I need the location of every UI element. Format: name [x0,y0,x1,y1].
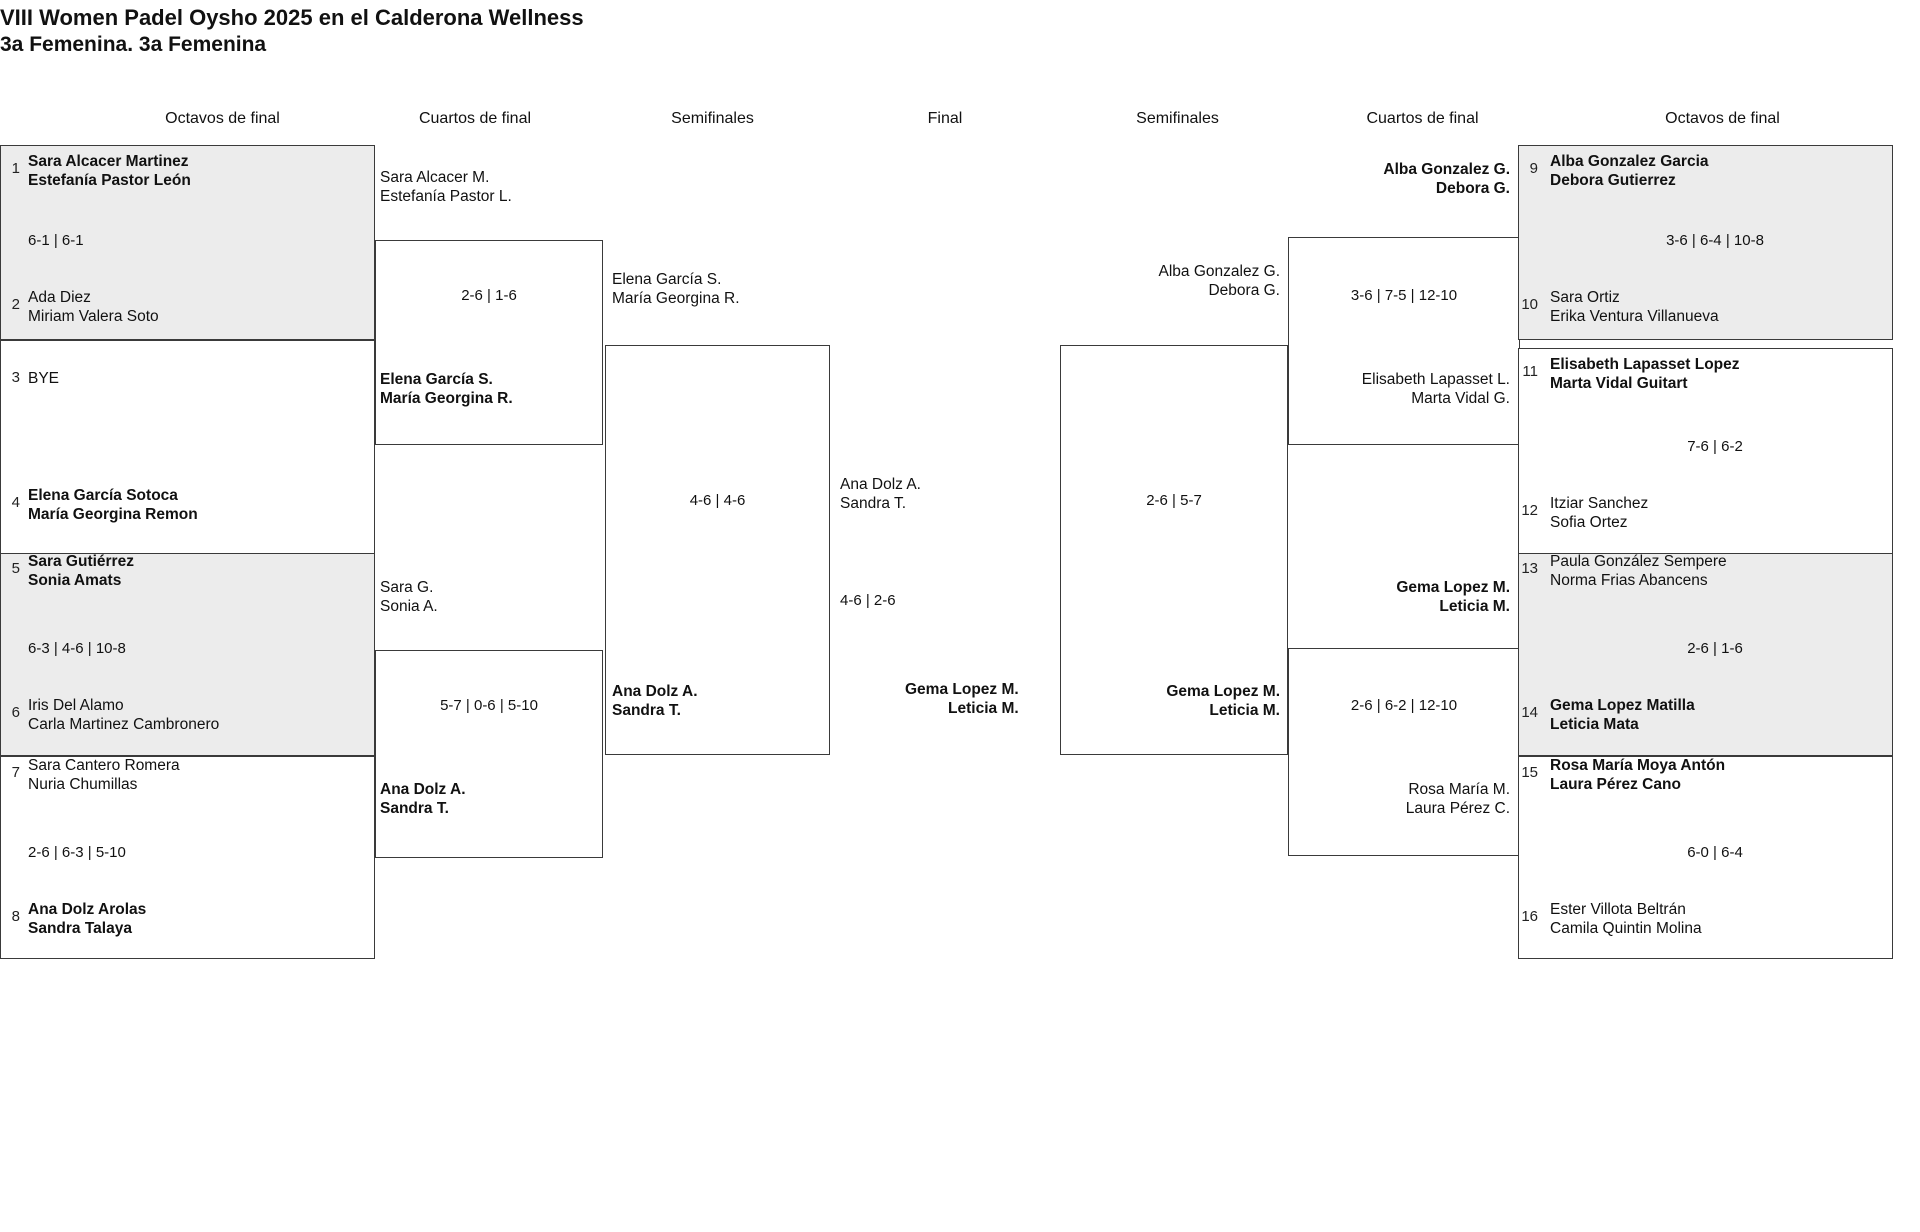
title-block [0,4,1200,58]
match-box-left-qf-1[interactable] [375,240,603,445]
score-right-r16-1: 3-6 | 6-4 | 10-8 [1666,232,1764,249]
team-left-r16-2: Ada Diez Miriam Valera Soto [28,289,159,325]
team-right-r16-15: Rosa María Moya Antón Laura Pérez Cano [1550,757,1726,793]
round-header-left-sf: Semifinales [671,110,754,127]
score-right-qf-2: 2-6 | 6-2 | 12-10 [1350,697,1458,714]
team-left-qf-1: Sara Alcacer M. Estefanía Pastor L. [380,169,512,205]
team-left-sf-1: Elena García S. María Georgina R. [612,271,740,307]
score-final: 4-6 | 2-6 [840,592,896,609]
seed-16: 16 [1521,908,1538,925]
seed-5: 5 [11,560,20,577]
score-left-r16-4: 2-6 | 6-3 | 5-10 [28,844,126,861]
seed-9: 9 [1529,160,1538,177]
team-right-r16-11: Elisabeth Lapasset Lopez Marta Vidal Guitart [1550,356,1740,392]
score-left-sf: 4-6 | 4-6 [689,492,746,509]
team-right-r16-9: Alba Gonzalez Garcia Debora Gutierrez [1550,153,1709,189]
match-box-right-qf-1[interactable] [1288,237,1520,445]
score-right-r16-2: 7-6 | 6-2 [1687,438,1743,455]
round-header-left-r16: Octavos de final [165,110,280,127]
round-header-right-qf: Cuartos de final [1366,110,1479,127]
seed-15: 15 [1521,764,1538,781]
team-right-r16-16: Ester Villota Beltrán Camila Quintin Molina [1550,901,1702,937]
team-final-top: Ana Dolz A. Sandra T. [840,476,921,512]
score-left-r16-3: 6-3 | 4-6 | 10-8 [28,640,126,657]
seed-6: 6 [11,704,20,721]
team-right-qf-2: Elisabeth Lapasset L. Marta Vidal G. [1361,371,1510,407]
match-box-right-qf-2[interactable] [1288,648,1520,856]
team-right-qf-1: Alba Gonzalez G. Debora G. [1383,161,1510,197]
seed-7: 7 [11,764,20,781]
team-left-r16-8: Ana Dolz Arolas Sandra Talaya [28,901,147,937]
team-right-sf-2: Gema Lopez M. Leticia M. [1166,683,1280,719]
team-left-r16-6: Iris Del Alamo Carla Martinez Cambronero [28,697,220,733]
score-right-sf: 2-6 | 5-7 [1146,492,1202,509]
team-left-sf-2: Ana Dolz A. Sandra T. [612,683,698,719]
team-right-qf-3: Gema Lopez M. Leticia M. [1396,579,1510,615]
round-header-right-sf: Semifinales [1136,110,1219,127]
team-right-sf-1: Alba Gonzalez G. Debora G. [1158,263,1280,299]
score-left-qf-1: 2-6 | 1-6 [461,287,517,304]
team-left-r16-7: Sara Cantero Romera Nuria Chumillas [28,757,180,793]
team-left-qf-4: Ana Dolz A. Sandra T. [380,781,466,817]
team-left-r16-1: Sara Alcacer Martinez Estefanía Pastor León [28,153,191,189]
team-right-r16-10: Sara Ortiz Erika Ventura Villanueva [1550,289,1719,325]
seed-8: 8 [11,908,20,925]
tournament-title: VIII Women Padel Oysho 2025 en el Calderona Wellness [0,5,584,30]
seed-14: 14 [1521,704,1538,721]
round-header-final: Final [927,110,963,127]
seed-10: 10 [1521,296,1538,313]
seed-4: 4 [11,494,20,511]
round-header-right-r16: Octavos de final [1665,110,1780,127]
team-final-bottom: Gema Lopez M. Leticia M. [905,681,1019,717]
score-right-r16-4: 6-0 | 6-4 [1687,844,1743,861]
seed-12: 12 [1521,502,1538,519]
score-left-qf-2: 5-7 | 0-6 | 5-10 [440,697,538,714]
team-left-r16-3: BYE [28,370,60,387]
score-right-qf-1: 3-6 | 7-5 | 12-10 [1350,287,1458,304]
category-title: 3a Femenina. 3a Femenina [0,33,267,56]
score-left-r16-1: 6-1 | 6-1 [28,232,84,249]
team-right-qf-4: Rosa María M. Laura Pérez C. [1405,781,1510,817]
match-box-left-qf-2[interactable] [375,650,603,858]
team-left-r16-5: Sara Gutiérrez Sonia Amats [28,553,134,589]
team-right-r16-13: Paula González Sempere Norma Frias Abancens [1550,553,1727,589]
team-left-qf-3: Sara G. Sonia A. [380,579,438,615]
team-right-r16-12: Itziar Sanchez Sofia Ortez [1550,495,1649,531]
team-left-qf-2: Elena García S. María Georgina R. [380,371,513,407]
round-header-left-qf: Cuartos de final [418,110,532,127]
seed-13: 13 [1521,560,1538,577]
seed-3: 3 [11,369,20,386]
seed-1: 1 [11,160,20,177]
seed-11: 11 [1522,363,1538,380]
seed-2: 2 [11,296,20,313]
team-left-r16-4: Elena García Sotoca María Georgina Remon [28,487,198,523]
team-right-r16-14: Gema Lopez Matilla Leticia Mata [1550,697,1695,733]
score-right-r16-3: 2-6 | 1-6 [1687,640,1743,657]
